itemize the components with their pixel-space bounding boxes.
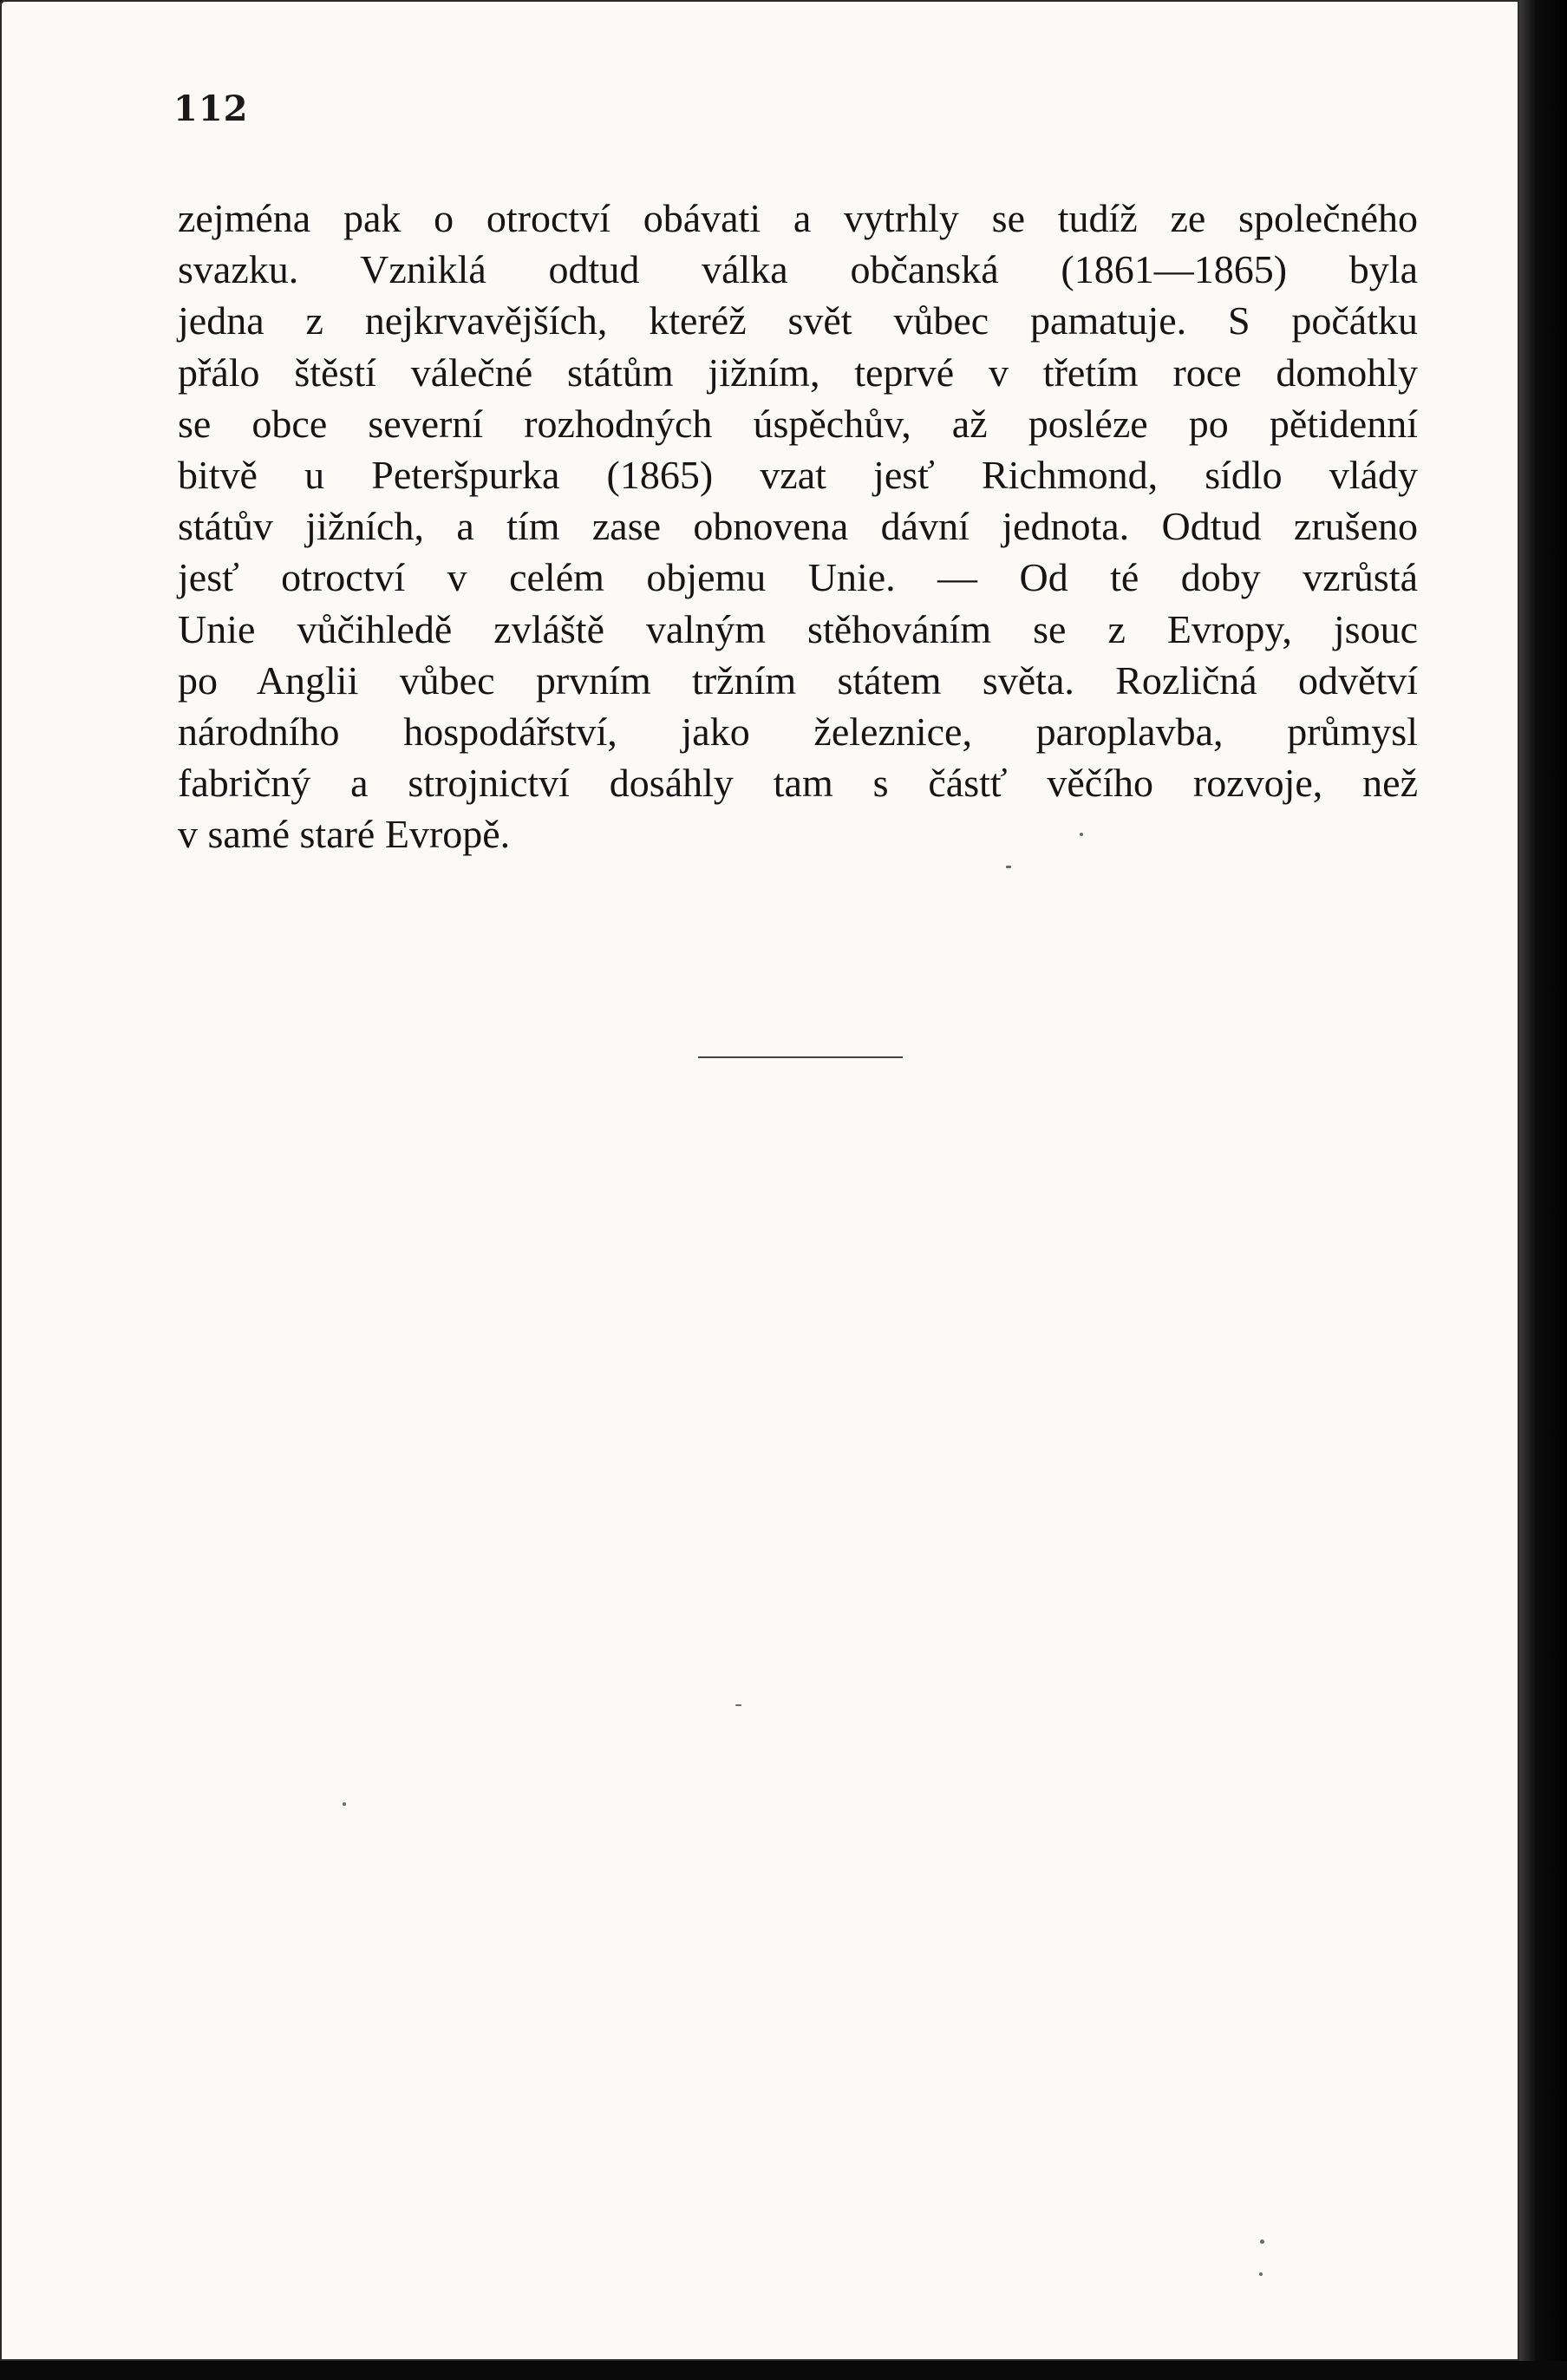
section-divider bbox=[698, 1056, 903, 1058]
paper-speck bbox=[1260, 2239, 1264, 2244]
text-line: po Anglii vůbec prvním tržním státem světa. Rozličná odvětví bbox=[178, 657, 1418, 703]
text-line: v samé staré Evropě. bbox=[178, 812, 511, 857]
paper-speck bbox=[735, 1704, 741, 1706]
text-line: státův jižních, a tím zase obnovena dávní jednota. Odtud zrušeno bbox=[178, 504, 1418, 549]
text-line: jedna z nejkrvavějších, kteréž svět vůbec pamatuje. S počátku bbox=[178, 298, 1418, 343]
paper-speck bbox=[1080, 833, 1083, 836]
paper-speck bbox=[343, 1802, 346, 1806]
text-line: Unie vůčihledě zvláště valným stěhováním se z Evropy, jsouc bbox=[178, 606, 1418, 651]
text-line: jesť otroctví v celém objemu Unie. — Od té doby vzrůstá bbox=[178, 555, 1418, 600]
body-text bbox=[178, 193, 1418, 860]
page-number: 112 bbox=[173, 88, 249, 129]
text-line: bitvě u Peteršpurka (1865) vzat jesť Richmond, sídlo vlády bbox=[178, 452, 1418, 497]
paper-speck bbox=[1259, 2272, 1263, 2276]
text-line: přálo štěstí válečné státům jižním, teprvé v třetím roce domohly bbox=[178, 350, 1418, 395]
text-line: národního hospodářství, jako železnice, paroplavba, průmysl bbox=[178, 709, 1418, 754]
text-line: zejména pak o otroctví obávati a vytrhly se tudíž ze společného bbox=[178, 196, 1418, 240]
text-line: svazku. Vzniklá odtud válka občanská (1861—1865) byla bbox=[178, 247, 1418, 292]
page-edge-shadow bbox=[1519, 0, 1567, 2380]
paper-speck bbox=[1006, 866, 1011, 868]
page-edge-bottom bbox=[0, 2361, 1567, 2380]
text-line: se obce severní rozhodných úspěchův, až posléze po pětidenní bbox=[178, 401, 1418, 446]
text-line: fabričný a strojnictví dosáhly tam s částť věčího rozvoje, než bbox=[178, 761, 1418, 806]
